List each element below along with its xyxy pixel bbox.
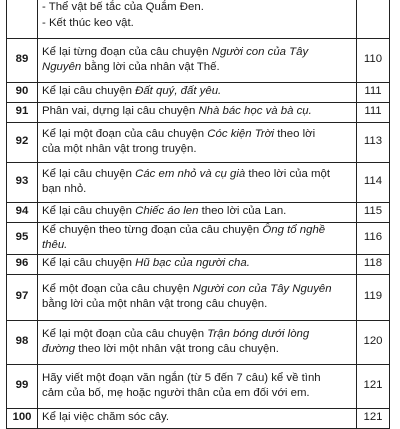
toc-entry-line bbox=[42, 167, 352, 183]
entry-text-segment: theo lời của một bbox=[245, 167, 330, 180]
entry-text-segment: Hãy viết một đoạn văn ngắn (từ 5 đến 7 câu) kể về tình bbox=[42, 371, 321, 384]
story-title: Nguyên bbox=[42, 61, 82, 73]
toc-row bbox=[7, 38, 390, 82]
toc-entry-text bbox=[38, 320, 357, 364]
story-title: Chiếc áo len bbox=[135, 205, 199, 218]
toc-entry-text bbox=[38, 364, 357, 408]
toc-page-number: 120 bbox=[357, 320, 390, 364]
entry-text-segment: Kể lại một đoạn của câu chuyện bbox=[42, 127, 208, 140]
toc-entry-line bbox=[42, 282, 352, 298]
toc-row bbox=[7, 102, 390, 122]
toc-page-number: 115 bbox=[357, 202, 390, 222]
toc-number: 100 bbox=[7, 408, 38, 428]
toc-number: 96 bbox=[7, 254, 38, 274]
toc-number: 93 bbox=[7, 162, 38, 202]
entry-text-segment: Kể lại câu chuyện bbox=[42, 167, 136, 180]
toc-entry-text bbox=[38, 82, 357, 102]
story-title: Hũ bạc của người cha. bbox=[135, 257, 250, 270]
toc-subitem: - Kết thúc keo vật. bbox=[42, 16, 134, 29]
toc-page-cell bbox=[357, 0, 390, 38]
entry-text-segment: Kể một đoạn của câu chuyện bbox=[42, 282, 193, 295]
entry-text-segment: theo lời của Lan. bbox=[198, 205, 287, 218]
entry-text-segment: Kể lại từng đoạn của câu chuyện bbox=[42, 45, 212, 58]
entry-text-segment: Kể chuyện theo từng đoạn của câu chuyện bbox=[42, 223, 263, 236]
toc-number: 94 bbox=[7, 202, 38, 222]
story-title: Các em nhỏ và cụ già bbox=[135, 167, 246, 180]
toc-page-number: 113 bbox=[357, 122, 390, 162]
toc-entry-text bbox=[38, 254, 357, 274]
toc-entry-line bbox=[42, 371, 352, 387]
entry-text-segment: bằng lời của một nhân vật trong câu chuyện. bbox=[42, 298, 268, 310]
toc-page-number: 116 bbox=[357, 222, 390, 254]
story-title: đường bbox=[42, 343, 76, 355]
toc-entry-text bbox=[38, 38, 357, 82]
toc-entry-line bbox=[42, 256, 352, 272]
entry-text-segment: Kể lại câu chuyện bbox=[42, 257, 136, 270]
entry-text-segment: cảm của bố, mẹ hoặc người thân của em đối với em. bbox=[42, 387, 310, 399]
toc-entry-line bbox=[42, 386, 352, 402]
toc-row bbox=[7, 222, 390, 254]
toc-number: 99 bbox=[7, 364, 38, 408]
story-title: Cóc kiện Trời bbox=[207, 127, 275, 140]
toc-row bbox=[7, 408, 390, 428]
entry-text-segment: bạn nhỏ. bbox=[42, 183, 87, 195]
toc-entry-line bbox=[42, 84, 352, 100]
toc-number: 97 bbox=[7, 274, 38, 320]
toc-entry-text bbox=[38, 202, 357, 222]
toc-number: 95 bbox=[7, 222, 38, 254]
toc-number-cell bbox=[7, 0, 38, 38]
toc-number: 92 bbox=[7, 122, 38, 162]
toc-entry-line bbox=[42, 142, 352, 158]
toc-entry-line bbox=[42, 182, 352, 198]
story-title: Nhà bác học và bà cụ. bbox=[198, 105, 312, 118]
toc-entry-text bbox=[38, 274, 357, 320]
toc-subitem: - Thể vật bế tắc của Quắm Đen. bbox=[42, 1, 204, 14]
toc-entry-text bbox=[38, 162, 357, 202]
toc-number: 89 bbox=[7, 38, 38, 82]
toc-entry-line bbox=[42, 223, 352, 254]
toc-page-number: 111 bbox=[357, 102, 390, 122]
toc-row bbox=[7, 162, 390, 202]
toc-entry-line bbox=[42, 204, 352, 220]
entry-text-segment: Kể lại câu chuyện bbox=[42, 205, 136, 218]
toc-page-number: 110 bbox=[357, 38, 390, 82]
entry-text-segment: Phân vai, dựng lại câu chuyện bbox=[42, 105, 199, 118]
story-title: Ông tổ nghề thêu. bbox=[42, 223, 326, 251]
toc-entry-line bbox=[42, 410, 352, 426]
entry-text-segment: của một nhân vật trong truyện. bbox=[42, 143, 197, 155]
toc-page-number: 114 bbox=[357, 162, 390, 202]
toc-row bbox=[7, 254, 390, 274]
toc-number: 98 bbox=[7, 320, 38, 364]
toc-entry-line bbox=[42, 127, 352, 143]
toc-number: 91 bbox=[7, 102, 38, 122]
toc-page-number: 121 bbox=[357, 408, 390, 428]
toc-row bbox=[7, 274, 390, 320]
entry-text-segment: Kể lại một đoạn của câu chuyện bbox=[42, 327, 208, 340]
story-title: Đất quý, đất yêu. bbox=[135, 85, 222, 98]
toc-row bbox=[7, 320, 390, 364]
toc-entry-line bbox=[42, 104, 352, 120]
entry-text-segment: Kể lại việc chăm sóc cây. bbox=[42, 411, 170, 424]
toc-row bbox=[7, 82, 390, 102]
toc-page-number: 118 bbox=[357, 254, 390, 274]
toc-entry-line bbox=[42, 60, 352, 76]
toc-row bbox=[7, 364, 390, 408]
toc-entry-line bbox=[42, 297, 352, 313]
entry-text-segment: theo lời bbox=[274, 127, 316, 140]
story-title: Trận bóng dưới lòng bbox=[207, 327, 310, 340]
toc-number: 90 bbox=[7, 82, 38, 102]
entry-text-segment: theo lời một nhân vật trong câu chuyện. bbox=[75, 343, 279, 355]
story-title: Người con của Tây Nguyên bbox=[192, 282, 332, 295]
entry-text-segment: Kể lại câu chuyện bbox=[42, 85, 136, 98]
toc-page-number: 119 bbox=[357, 274, 390, 320]
toc-entry-line bbox=[42, 342, 352, 358]
toc-row bbox=[7, 122, 390, 162]
toc-entry-text bbox=[38, 408, 357, 428]
toc-row bbox=[7, 202, 390, 222]
toc-entry-line bbox=[42, 327, 352, 343]
toc-page-number: 111 bbox=[357, 82, 390, 102]
toc-entry-text bbox=[38, 122, 357, 162]
toc-body bbox=[7, 0, 390, 428]
entry-text-segment: bằng lời của nhân vật Thế. bbox=[81, 61, 220, 73]
toc-continuation-row bbox=[7, 0, 390, 38]
toc-entry-text bbox=[38, 102, 357, 122]
story-title: Người con của Tây bbox=[211, 45, 309, 58]
toc-continuation-text bbox=[38, 0, 357, 38]
toc-entry-line bbox=[42, 45, 352, 61]
table-of-contents bbox=[6, 0, 390, 429]
toc-entry-text bbox=[38, 222, 357, 254]
toc-page-number: 121 bbox=[357, 364, 390, 408]
